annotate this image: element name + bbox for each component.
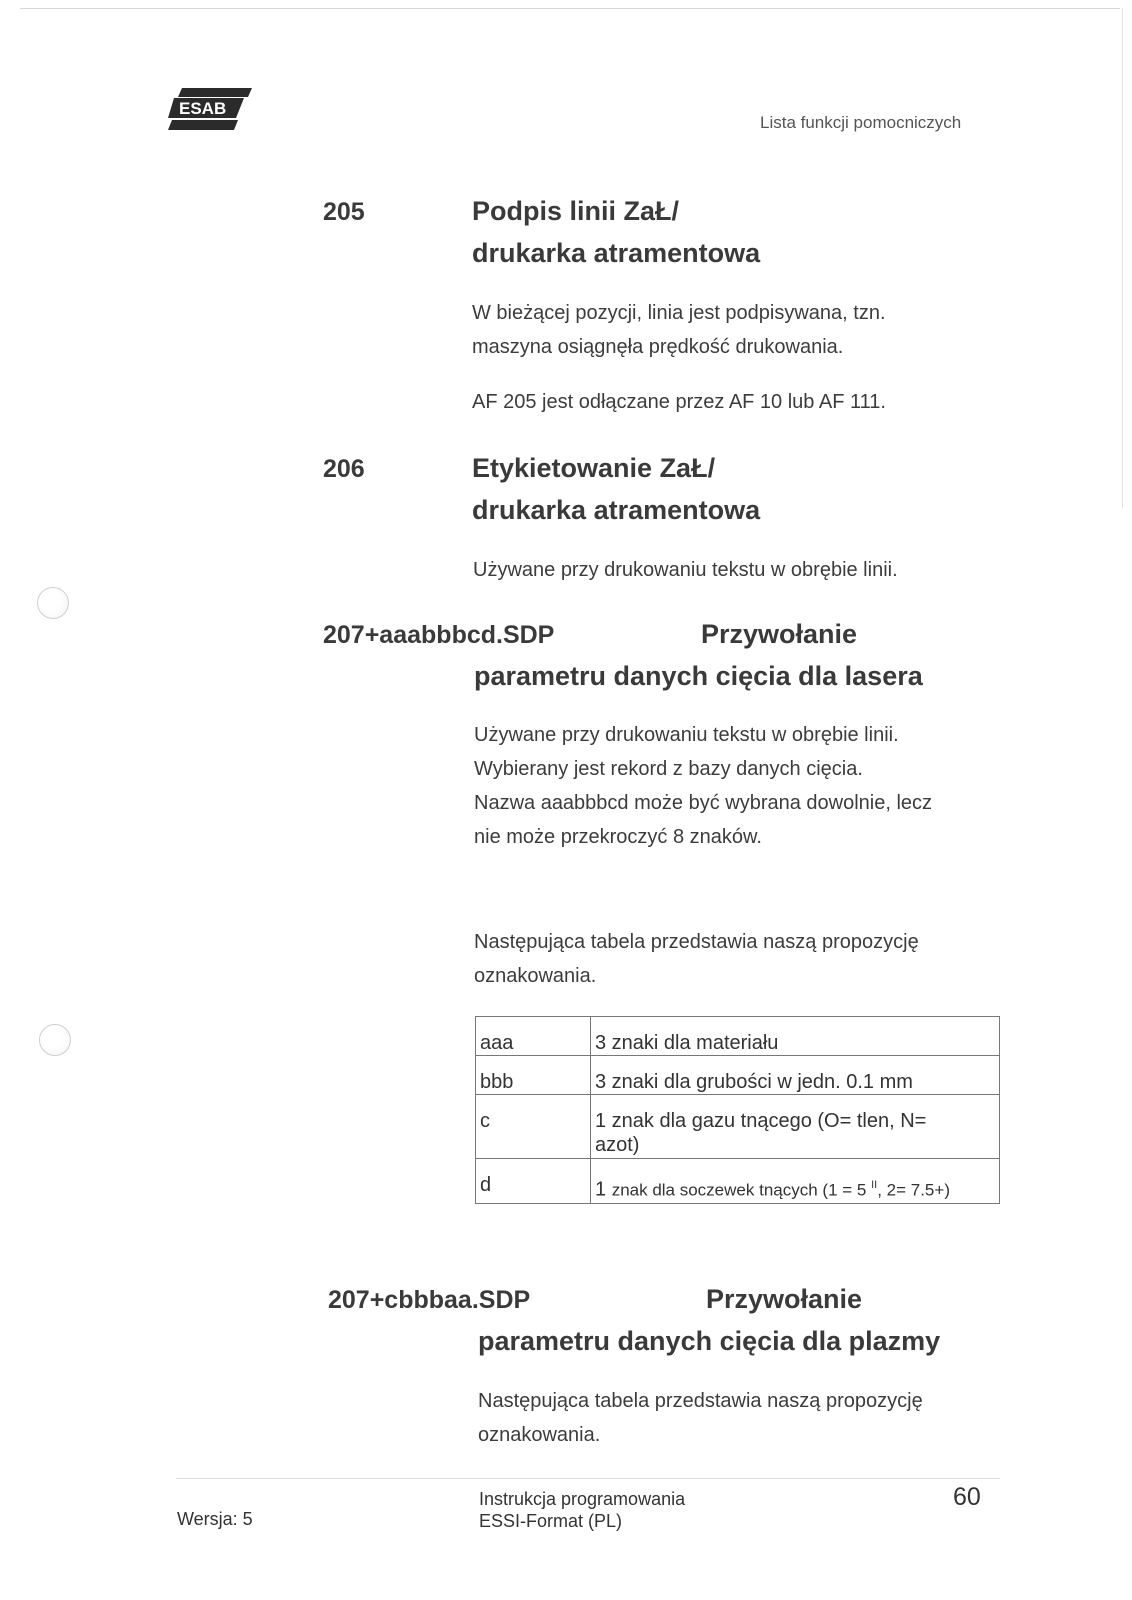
table-cell-desc: 3 znaki dla materiału [591, 1017, 1000, 1056]
function-code: 207+aaabbbcd.SDP [323, 621, 555, 649]
paragraph [472, 385, 886, 419]
function-code: 205 [323, 198, 365, 226]
table-row [476, 1159, 1000, 1204]
logo-text: ESAB [179, 99, 227, 118]
text-segment: 1 [595, 1178, 612, 1201]
table-cell-desc [591, 1095, 1000, 1159]
esab-logo [168, 88, 252, 132]
esab-logo-mark [168, 88, 252, 132]
text-line: azot) [595, 1134, 640, 1156]
text-line: ESSI-Format (PL) [479, 1511, 623, 1531]
table-cell-key: d [476, 1159, 591, 1204]
text-line: oznakowania. [474, 965, 597, 987]
text-line: Używane przy drukowaniu tekstu w obrębie linii. [474, 724, 899, 746]
page-edge [1122, 8, 1123, 508]
text-line: maszyna osiągnęła prędkość drukowania. [472, 336, 844, 358]
text-line: nie może przekroczyć 8 znaków. [474, 826, 762, 848]
footer-document-title [479, 1488, 685, 1532]
table-row [476, 1056, 1000, 1095]
paragraph [473, 553, 898, 587]
text-line: Następująca tabela przedstawia naszą propozycję [474, 931, 919, 953]
punch-hole [39, 1024, 71, 1056]
text-line: Instrukcja programowania [479, 1489, 686, 1509]
text-segment: znak dla soczewek tnących (1 = 5 [611, 1180, 872, 1200]
punch-hole [37, 587, 69, 619]
text-line: Następująca tabela przedstawia naszą propozycję [478, 1390, 923, 1412]
text-line: Nazwa aaabbbcd może być wybrana dowolnie, lecz [474, 792, 933, 814]
section-heading: Etykietowanie ZaŁ/ [472, 453, 716, 483]
section-heading: drukarka atramentowa [472, 238, 761, 268]
top-rule [20, 8, 1120, 9]
section-heading: drukarka atramentowa [472, 495, 761, 525]
table-cell-desc: 3 znaki dla grubości w jedn. 0.1 mm [591, 1056, 1000, 1095]
text-line: oznakowania. [478, 1424, 601, 1446]
table-row [476, 1095, 1000, 1159]
text-line: AF 205 jest odłączane przez AF 10 lub AF 111. [472, 391, 886, 413]
text-segment: , 2= 7.5+) [877, 1180, 950, 1200]
text-line: Używane przy drukowaniu tekstu w obrębie linii. [473, 559, 898, 581]
table-cell-key: bbb [476, 1056, 591, 1095]
section-heading: Podpis linii ZaŁ/ [472, 196, 680, 226]
paragraph [474, 925, 919, 993]
function-code: 207+cbbbaa.SDP [328, 1286, 531, 1314]
footer-rule [176, 1478, 1000, 1479]
page-header-title: Lista funkcji pomocniczych [760, 113, 962, 132]
paragraph [472, 296, 886, 364]
section-heading: parametru danych cięcia dla lasera [474, 661, 923, 691]
text-line: 1 znak dla gazu tnącego (O= tlen, N= [595, 1110, 927, 1132]
paragraph [474, 718, 932, 854]
section-heading: Przywołanie [701, 619, 858, 649]
table-row [476, 1017, 1000, 1056]
function-code: 206 [323, 455, 365, 483]
table-cell-key: c [476, 1095, 591, 1159]
paragraph [478, 1384, 923, 1452]
text-line: W bieżącej pozycji, linia jest podpisywana, tzn. [472, 302, 886, 324]
section-heading: parametru danych cięcia dla plazmy [478, 1326, 941, 1356]
page-number: 60 [953, 1483, 981, 1511]
table-cell-desc [591, 1159, 1000, 1204]
laser-code-table [475, 1016, 1000, 1204]
superscript: II [871, 1179, 878, 1191]
table-cell-key: aaa [476, 1017, 591, 1056]
footer-version: Wersja: 5 [177, 1509, 253, 1529]
section-heading: Przywołanie [706, 1284, 863, 1314]
text-line: Wybierany jest rekord z bazy danych cięcia. [474, 758, 863, 780]
